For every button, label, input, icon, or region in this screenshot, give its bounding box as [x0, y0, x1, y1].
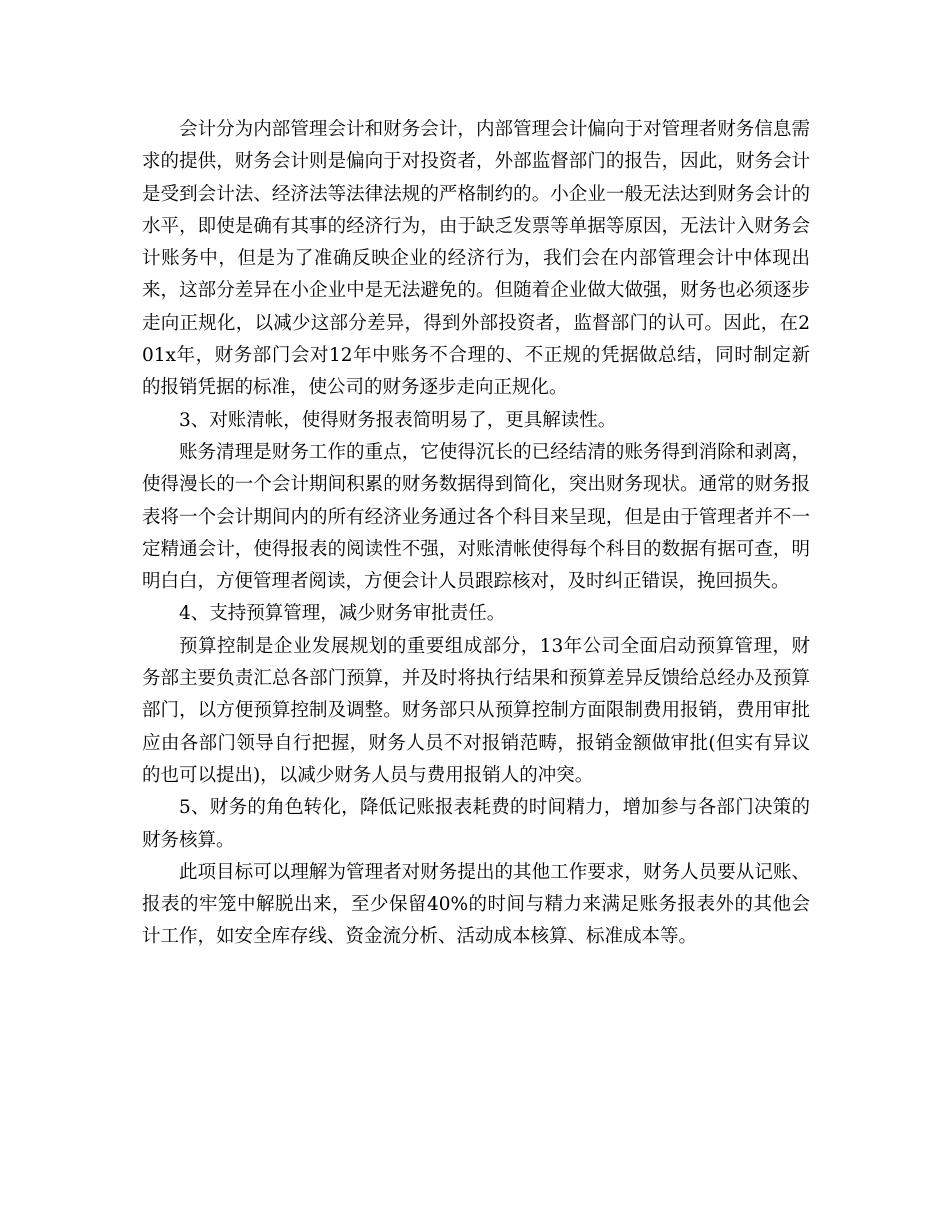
- paragraph-account-cleanup: 账务清理是财务工作的重点，它使得沉长的已经结清的账务得到消除和剥离，使得漫长的一个会计期间积累的财务数据得到简化，突出财务现状。通常的财务报表将一个会计期间内的所有经济业务通过各个科目来呈现，但是由于管理者并不一定精通会计，使得报表的阅读性不强，对账清帐使得每个科目的数据有据可查，明明白白，方便管理者阅读，方便会计人员跟踪核对，及时纠正错误，挽回损失。: [142, 441, 810, 593]
- heading-role-transformation: 5、财务的角色转化，降低记账报表耗费的时间精力，增加参与各部门决策的财务核算。: [142, 797, 810, 851]
- paragraph-budget-control: 预算控制是企业发展规划的重要组成部分，13年公司全面启动预算管理，财务部主要负责汇总各部门预算，并及时将执行结果和预算差异反馈给总经办及预算部门，以方便预算控制及调整。财务部只从预算控制方面限制费用报销，费用审批应由各部门领导自行把握，财务人员不对报销范畴，报销金额做审批(但实有异议的也可以提出)，以减少财务人员与费用报销人的冲突。: [142, 635, 810, 786]
- heading-budget-management: 4、支持预算管理，减少财务审批责任。: [179, 603, 506, 625]
- paragraph-accounting-types: 会计分为内部管理会计和财务会计，内部管理会计偏向于对管理者财务信息需求的提供，财务会计则是偏向于对投资者，外部监督部门的报告，因此，财务会计是受到会计法、经济法等法律法规的严格制约的。小企业一般无法达到财务会计的水平，即使是确有其事的经济行为，由于缺乏发票等单据等原因，无法计入财务会计账务中，但是为了准确反映企业的经济行为，我们会在内部管理会计中体现出来，这部分差异在小企业中是无法避免的。但随着企业做大做强，财务也必须逐步走向正规化，以减少这部分差异，得到外部投资者，监督部门的认可。因此，在201x年，财务部门会对12年中账务不合理的、不正规的凭据做总结，同时制定新的报销凭据的标准，使公司的财务逐步走向正规化。: [142, 119, 810, 399]
- document-body: [142, 114, 810, 954]
- paragraph-other-work: 此项目标可以理解为管理者对财务提出的其他工作要求，财务人员要从记账、报表的牢笼中解脱出来，至少保留40%的时间与精力来满足账务报表外的其他会计工作，如安全库存线、资金流分析、活动成本核算、标准成本等。: [142, 861, 810, 948]
- heading-reconciliation: 3、对账清帐，使得财务报表简明易了，更具解读性。: [179, 409, 617, 431]
